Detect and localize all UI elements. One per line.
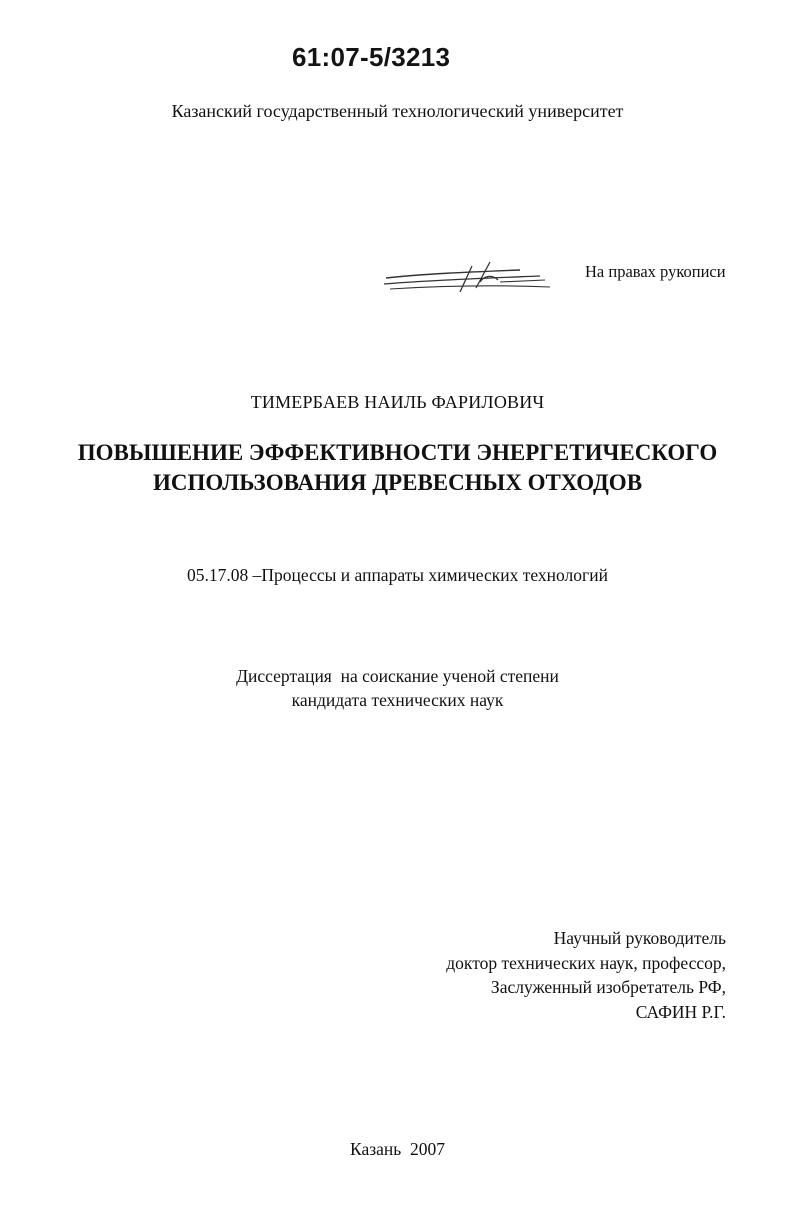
specialty-code: 05.17.08 –Процессы и аппараты химических технологий	[187, 565, 608, 585]
supervisor-title: доктор технических наук, профессор,	[446, 952, 726, 973]
author-name: ТИМЕРБАЕВ НАИЛЬ ФАРИЛОВИЧ	[250, 392, 545, 412]
title-line-1: ПОВЫШЕНИЕ ЭФФЕКТИВНОСТИ ЭНЕРГЕТИЧЕСКОГО	[77, 440, 718, 465]
supervisor-role: Научный руководитель	[553, 928, 726, 948]
degree-statement	[0, 664, 795, 712]
degree-line-2: кандидата технических наук	[291, 690, 504, 710]
archive-stamp: 61:07-5/3213	[292, 42, 451, 72]
supervisor-name: САФИН Р.Г.	[635, 1001, 726, 1022]
title-line-2: ИСПОЛЬЗОВАНИЯ ДРЕВЕСНЫХ ОТХОДОВ	[152, 470, 643, 495]
signature	[380, 258, 560, 300]
dissertation-title	[0, 438, 795, 498]
manuscript-note: На правах рукописи	[585, 262, 726, 281]
supervisor-honor: Заслуженный изобретатель РФ,	[490, 977, 726, 997]
degree-line-1: Диссертация на соискание ученой степени	[236, 666, 559, 686]
university-name: Казанский государственный технологический университет	[171, 101, 624, 121]
place-year: Казань 2007	[350, 1139, 445, 1159]
supervisor-block	[446, 926, 726, 1024]
